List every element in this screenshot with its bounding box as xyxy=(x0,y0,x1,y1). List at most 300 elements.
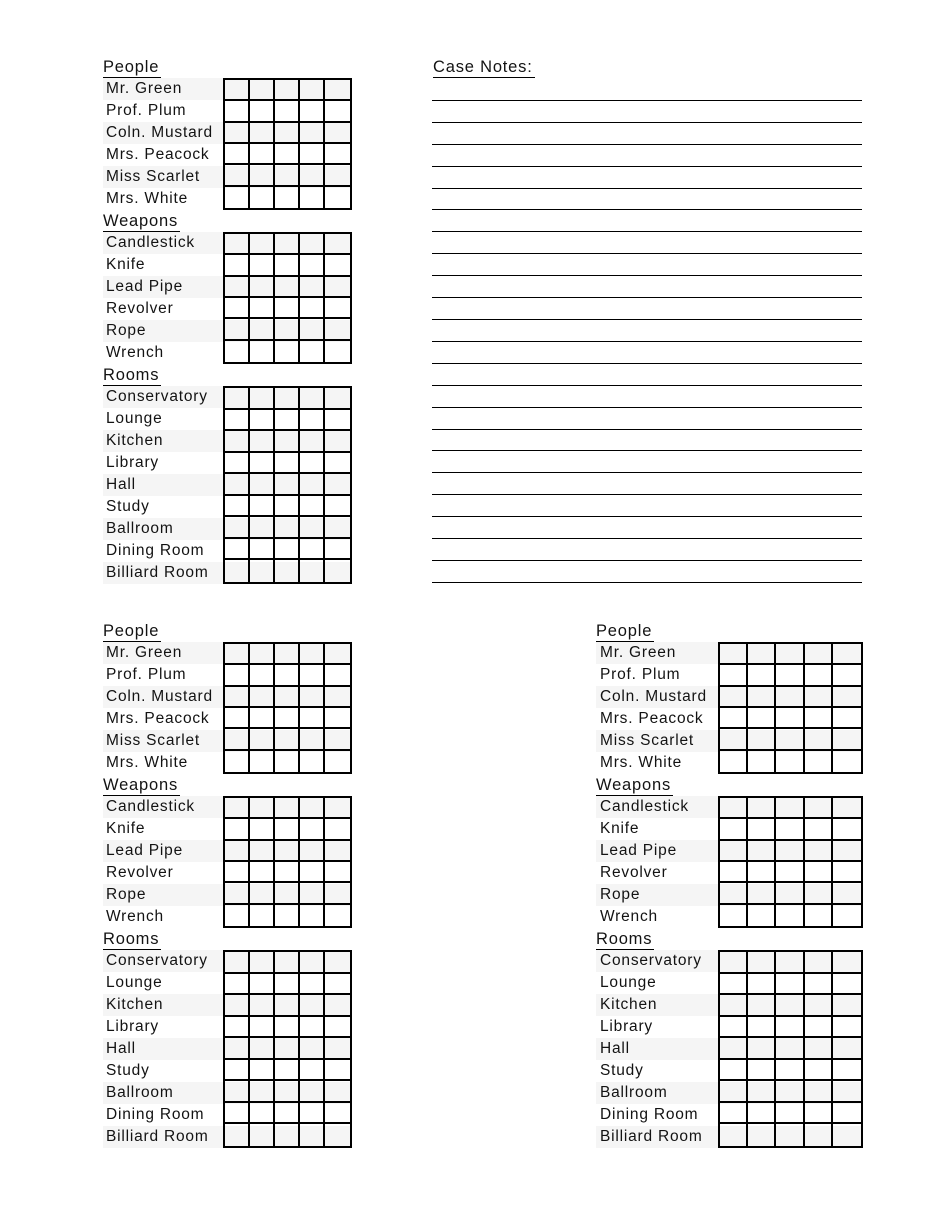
check-cell[interactable] xyxy=(250,453,275,475)
check-cell[interactable] xyxy=(225,474,250,496)
check-cell[interactable] xyxy=(833,665,861,686)
check-cell[interactable] xyxy=(325,165,350,186)
check-cell[interactable] xyxy=(720,1038,748,1060)
check-cell[interactable] xyxy=(300,496,325,518)
check-cell[interactable] xyxy=(275,1038,300,1060)
check-cell[interactable] xyxy=(275,80,300,101)
check-cell[interactable] xyxy=(250,319,275,340)
check-cell[interactable] xyxy=(300,883,325,904)
check-cell[interactable] xyxy=(225,144,250,165)
check-cell[interactable] xyxy=(776,974,804,996)
check-cell[interactable] xyxy=(805,905,833,926)
check-cell[interactable] xyxy=(225,410,250,432)
check-cell[interactable] xyxy=(275,123,300,144)
check-cell[interactable] xyxy=(275,905,300,926)
check-cell[interactable] xyxy=(748,1060,776,1082)
check-cell[interactable] xyxy=(250,165,275,186)
check-cell[interactable] xyxy=(300,708,325,729)
check-cell[interactable] xyxy=(300,1081,325,1103)
check-cell[interactable] xyxy=(325,144,350,165)
check-cell[interactable] xyxy=(225,905,250,926)
check-cell[interactable] xyxy=(250,708,275,729)
check-cell[interactable] xyxy=(720,995,748,1017)
check-cell[interactable] xyxy=(275,277,300,298)
check-cell[interactable] xyxy=(720,1081,748,1103)
check-cell[interactable] xyxy=(225,1124,250,1146)
check-cell[interactable] xyxy=(720,862,748,883)
check-cell[interactable] xyxy=(250,665,275,686)
check-cell[interactable] xyxy=(300,1017,325,1039)
check-cell[interactable] xyxy=(325,1038,350,1060)
check-cell[interactable] xyxy=(325,410,350,432)
check-cell[interactable] xyxy=(275,1103,300,1125)
check-cell[interactable] xyxy=(275,453,300,475)
check-cell[interactable] xyxy=(225,496,250,518)
check-cell[interactable] xyxy=(300,123,325,144)
check-cell[interactable] xyxy=(275,751,300,772)
check-cell[interactable] xyxy=(776,798,804,819)
check-cell[interactable] xyxy=(275,687,300,708)
check-cell[interactable] xyxy=(225,819,250,840)
check-cell[interactable] xyxy=(225,453,250,475)
check-cell[interactable] xyxy=(300,165,325,186)
check-cell[interactable] xyxy=(805,751,833,772)
check-cell[interactable] xyxy=(325,883,350,904)
check-cell[interactable] xyxy=(225,798,250,819)
check-cell[interactable] xyxy=(225,341,250,362)
check-cell[interactable] xyxy=(805,644,833,665)
check-cell[interactable] xyxy=(225,1081,250,1103)
check-cell[interactable] xyxy=(325,819,350,840)
check-cell[interactable] xyxy=(275,474,300,496)
check-cell[interactable] xyxy=(275,101,300,122)
check-cell[interactable] xyxy=(225,1038,250,1060)
check-cell[interactable] xyxy=(805,708,833,729)
check-cell[interactable] xyxy=(250,539,275,561)
check-cell[interactable] xyxy=(300,995,325,1017)
check-cell[interactable] xyxy=(225,539,250,561)
check-cell[interactable] xyxy=(776,1081,804,1103)
check-cell[interactable] xyxy=(275,708,300,729)
check-cell[interactable] xyxy=(325,474,350,496)
check-cell[interactable] xyxy=(748,687,776,708)
check-cell[interactable] xyxy=(225,883,250,904)
check-cell[interactable] xyxy=(225,123,250,144)
check-cell[interactable] xyxy=(805,1038,833,1060)
check-cell[interactable] xyxy=(275,255,300,276)
check-cell[interactable] xyxy=(748,995,776,1017)
check-cell[interactable] xyxy=(225,995,250,1017)
check-cell[interactable] xyxy=(300,1124,325,1146)
check-cell[interactable] xyxy=(250,1060,275,1082)
check-cell[interactable] xyxy=(805,687,833,708)
check-cell[interactable] xyxy=(833,905,861,926)
check-cell[interactable] xyxy=(250,517,275,539)
check-cell[interactable] xyxy=(275,798,300,819)
check-cell[interactable] xyxy=(325,841,350,862)
check-cell[interactable] xyxy=(225,665,250,686)
check-cell[interactable] xyxy=(300,665,325,686)
check-cell[interactable] xyxy=(833,1081,861,1103)
check-cell[interactable] xyxy=(720,883,748,904)
check-cell[interactable] xyxy=(300,1038,325,1060)
check-cell[interactable] xyxy=(300,453,325,475)
check-cell[interactable] xyxy=(325,123,350,144)
check-cell[interactable] xyxy=(833,819,861,840)
check-cell[interactable] xyxy=(300,144,325,165)
check-cell[interactable] xyxy=(833,952,861,974)
check-cell[interactable] xyxy=(225,974,250,996)
check-cell[interactable] xyxy=(250,234,275,255)
check-cell[interactable] xyxy=(300,341,325,362)
check-cell[interactable] xyxy=(776,952,804,974)
check-cell[interactable] xyxy=(300,319,325,340)
check-cell[interactable] xyxy=(250,255,275,276)
check-cell[interactable] xyxy=(325,539,350,561)
check-cell[interactable] xyxy=(805,952,833,974)
check-cell[interactable] xyxy=(225,751,250,772)
check-cell[interactable] xyxy=(776,841,804,862)
check-cell[interactable] xyxy=(776,1017,804,1039)
check-cell[interactable] xyxy=(833,1103,861,1125)
check-cell[interactable] xyxy=(250,144,275,165)
check-cell[interactable] xyxy=(748,1017,776,1039)
check-cell[interactable] xyxy=(805,1124,833,1146)
check-cell[interactable] xyxy=(748,819,776,840)
check-cell[interactable] xyxy=(325,1017,350,1039)
check-cell[interactable] xyxy=(225,388,250,410)
check-cell[interactable] xyxy=(325,453,350,475)
check-cell[interactable] xyxy=(748,751,776,772)
check-cell[interactable] xyxy=(250,410,275,432)
check-cell[interactable] xyxy=(250,883,275,904)
check-cell[interactable] xyxy=(805,1017,833,1039)
check-cell[interactable] xyxy=(275,539,300,561)
check-cell[interactable] xyxy=(275,517,300,539)
check-cell[interactable] xyxy=(805,1081,833,1103)
check-cell[interactable] xyxy=(275,819,300,840)
check-cell[interactable] xyxy=(776,905,804,926)
check-cell[interactable] xyxy=(325,560,350,582)
check-cell[interactable] xyxy=(250,187,275,208)
check-cell[interactable] xyxy=(275,234,300,255)
check-cell[interactable] xyxy=(325,1124,350,1146)
check-cell[interactable] xyxy=(300,862,325,883)
check-cell[interactable] xyxy=(300,101,325,122)
check-cell[interactable] xyxy=(275,1081,300,1103)
check-cell[interactable] xyxy=(225,729,250,750)
check-cell[interactable] xyxy=(300,474,325,496)
check-cell[interactable] xyxy=(250,341,275,362)
check-cell[interactable] xyxy=(250,1017,275,1039)
check-cell[interactable] xyxy=(275,862,300,883)
check-cell[interactable] xyxy=(300,952,325,974)
check-cell[interactable] xyxy=(300,255,325,276)
check-cell[interactable] xyxy=(833,687,861,708)
check-cell[interactable] xyxy=(250,388,275,410)
check-cell[interactable] xyxy=(275,1017,300,1039)
check-cell[interactable] xyxy=(275,187,300,208)
check-cell[interactable] xyxy=(805,862,833,883)
check-cell[interactable] xyxy=(748,862,776,883)
check-cell[interactable] xyxy=(720,751,748,772)
check-cell[interactable] xyxy=(250,560,275,582)
check-cell[interactable] xyxy=(275,388,300,410)
check-cell[interactable] xyxy=(833,729,861,750)
check-cell[interactable] xyxy=(300,644,325,665)
check-cell[interactable] xyxy=(325,101,350,122)
check-cell[interactable] xyxy=(225,1017,250,1039)
check-cell[interactable] xyxy=(225,644,250,665)
check-cell[interactable] xyxy=(805,1103,833,1125)
check-cell[interactable] xyxy=(720,1103,748,1125)
check-cell[interactable] xyxy=(275,560,300,582)
check-cell[interactable] xyxy=(250,819,275,840)
check-cell[interactable] xyxy=(225,952,250,974)
check-cell[interactable] xyxy=(300,751,325,772)
check-cell[interactable] xyxy=(250,862,275,883)
check-cell[interactable] xyxy=(325,798,350,819)
check-cell[interactable] xyxy=(275,995,300,1017)
check-cell[interactable] xyxy=(275,952,300,974)
check-cell[interactable] xyxy=(225,560,250,582)
check-cell[interactable] xyxy=(225,1060,250,1082)
check-cell[interactable] xyxy=(275,165,300,186)
check-cell[interactable] xyxy=(805,995,833,1017)
check-cell[interactable] xyxy=(833,751,861,772)
check-cell[interactable] xyxy=(225,841,250,862)
check-cell[interactable] xyxy=(720,819,748,840)
check-cell[interactable] xyxy=(300,539,325,561)
check-cell[interactable] xyxy=(748,798,776,819)
check-cell[interactable] xyxy=(300,431,325,453)
check-cell[interactable] xyxy=(325,277,350,298)
check-cell[interactable] xyxy=(225,517,250,539)
check-cell[interactable] xyxy=(833,995,861,1017)
check-cell[interactable] xyxy=(833,798,861,819)
check-cell[interactable] xyxy=(776,751,804,772)
check-cell[interactable] xyxy=(325,751,350,772)
check-cell[interactable] xyxy=(776,1124,804,1146)
check-cell[interactable] xyxy=(300,819,325,840)
check-cell[interactable] xyxy=(720,974,748,996)
check-cell[interactable] xyxy=(325,1081,350,1103)
check-cell[interactable] xyxy=(325,496,350,518)
check-cell[interactable] xyxy=(748,1081,776,1103)
check-cell[interactable] xyxy=(776,1060,804,1082)
check-cell[interactable] xyxy=(720,708,748,729)
check-cell[interactable] xyxy=(325,298,350,319)
check-cell[interactable] xyxy=(325,319,350,340)
check-cell[interactable] xyxy=(833,1038,861,1060)
check-cell[interactable] xyxy=(776,883,804,904)
check-cell[interactable] xyxy=(805,729,833,750)
check-cell[interactable] xyxy=(250,123,275,144)
check-cell[interactable] xyxy=(720,687,748,708)
check-cell[interactable] xyxy=(275,319,300,340)
check-cell[interactable] xyxy=(776,665,804,686)
check-cell[interactable] xyxy=(275,841,300,862)
check-cell[interactable] xyxy=(748,841,776,862)
check-cell[interactable] xyxy=(250,798,275,819)
check-cell[interactable] xyxy=(225,165,250,186)
check-cell[interactable] xyxy=(776,862,804,883)
check-cell[interactable] xyxy=(275,729,300,750)
check-cell[interactable] xyxy=(776,1038,804,1060)
check-cell[interactable] xyxy=(250,101,275,122)
check-cell[interactable] xyxy=(833,1017,861,1039)
check-cell[interactable] xyxy=(300,298,325,319)
check-cell[interactable] xyxy=(720,841,748,862)
check-cell[interactable] xyxy=(250,1124,275,1146)
check-cell[interactable] xyxy=(748,952,776,974)
check-cell[interactable] xyxy=(325,187,350,208)
check-cell[interactable] xyxy=(225,187,250,208)
check-cell[interactable] xyxy=(748,883,776,904)
check-cell[interactable] xyxy=(748,974,776,996)
check-cell[interactable] xyxy=(833,974,861,996)
check-cell[interactable] xyxy=(325,255,350,276)
check-cell[interactable] xyxy=(833,862,861,883)
check-cell[interactable] xyxy=(720,665,748,686)
check-cell[interactable] xyxy=(805,798,833,819)
check-cell[interactable] xyxy=(250,1081,275,1103)
check-cell[interactable] xyxy=(225,319,250,340)
check-cell[interactable] xyxy=(250,751,275,772)
check-cell[interactable] xyxy=(325,687,350,708)
check-cell[interactable] xyxy=(300,729,325,750)
check-cell[interactable] xyxy=(300,1103,325,1125)
check-cell[interactable] xyxy=(250,952,275,974)
check-cell[interactable] xyxy=(325,974,350,996)
check-cell[interactable] xyxy=(325,388,350,410)
check-cell[interactable] xyxy=(225,234,250,255)
check-cell[interactable] xyxy=(275,974,300,996)
check-cell[interactable] xyxy=(275,410,300,432)
check-cell[interactable] xyxy=(833,644,861,665)
check-cell[interactable] xyxy=(225,298,250,319)
check-cell[interactable] xyxy=(250,687,275,708)
check-cell[interactable] xyxy=(720,644,748,665)
check-cell[interactable] xyxy=(776,687,804,708)
check-cell[interactable] xyxy=(275,883,300,904)
check-cell[interactable] xyxy=(325,1060,350,1082)
check-cell[interactable] xyxy=(225,862,250,883)
check-cell[interactable] xyxy=(300,410,325,432)
check-cell[interactable] xyxy=(300,798,325,819)
check-cell[interactable] xyxy=(748,905,776,926)
check-cell[interactable] xyxy=(225,1103,250,1125)
check-cell[interactable] xyxy=(250,841,275,862)
check-cell[interactable] xyxy=(300,80,325,101)
check-cell[interactable] xyxy=(250,729,275,750)
check-cell[interactable] xyxy=(300,277,325,298)
check-cell[interactable] xyxy=(720,798,748,819)
check-cell[interactable] xyxy=(805,665,833,686)
check-cell[interactable] xyxy=(300,687,325,708)
check-cell[interactable] xyxy=(300,234,325,255)
check-cell[interactable] xyxy=(748,1103,776,1125)
check-cell[interactable] xyxy=(250,974,275,996)
check-cell[interactable] xyxy=(250,1103,275,1125)
check-cell[interactable] xyxy=(250,474,275,496)
check-cell[interactable] xyxy=(300,974,325,996)
check-cell[interactable] xyxy=(250,1038,275,1060)
check-cell[interactable] xyxy=(250,995,275,1017)
check-cell[interactable] xyxy=(748,729,776,750)
check-cell[interactable] xyxy=(325,234,350,255)
check-cell[interactable] xyxy=(275,144,300,165)
check-cell[interactable] xyxy=(776,995,804,1017)
check-cell[interactable] xyxy=(225,708,250,729)
check-cell[interactable] xyxy=(250,277,275,298)
check-cell[interactable] xyxy=(275,1124,300,1146)
check-cell[interactable] xyxy=(748,644,776,665)
check-cell[interactable] xyxy=(225,101,250,122)
check-cell[interactable] xyxy=(748,665,776,686)
check-cell[interactable] xyxy=(300,517,325,539)
check-cell[interactable] xyxy=(805,883,833,904)
check-cell[interactable] xyxy=(225,277,250,298)
check-cell[interactable] xyxy=(275,644,300,665)
check-cell[interactable] xyxy=(300,905,325,926)
check-cell[interactable] xyxy=(325,905,350,926)
check-cell[interactable] xyxy=(325,517,350,539)
check-cell[interactable] xyxy=(300,388,325,410)
check-cell[interactable] xyxy=(720,1124,748,1146)
check-cell[interactable] xyxy=(275,665,300,686)
check-cell[interactable] xyxy=(300,841,325,862)
check-cell[interactable] xyxy=(325,80,350,101)
check-cell[interactable] xyxy=(250,905,275,926)
check-cell[interactable] xyxy=(325,708,350,729)
check-cell[interactable] xyxy=(275,298,300,319)
check-cell[interactable] xyxy=(275,1060,300,1082)
check-cell[interactable] xyxy=(300,1060,325,1082)
check-cell[interactable] xyxy=(833,708,861,729)
check-cell[interactable] xyxy=(748,1038,776,1060)
check-cell[interactable] xyxy=(325,995,350,1017)
check-cell[interactable] xyxy=(275,341,300,362)
check-cell[interactable] xyxy=(250,496,275,518)
check-cell[interactable] xyxy=(325,644,350,665)
check-cell[interactable] xyxy=(805,819,833,840)
check-cell[interactable] xyxy=(225,687,250,708)
check-cell[interactable] xyxy=(720,1017,748,1039)
check-cell[interactable] xyxy=(805,841,833,862)
check-cell[interactable] xyxy=(250,80,275,101)
check-cell[interactable] xyxy=(325,729,350,750)
check-cell[interactable] xyxy=(225,255,250,276)
check-cell[interactable] xyxy=(225,80,250,101)
check-cell[interactable] xyxy=(325,665,350,686)
check-cell[interactable] xyxy=(325,431,350,453)
check-cell[interactable] xyxy=(250,431,275,453)
check-cell[interactable] xyxy=(325,341,350,362)
check-cell[interactable] xyxy=(776,729,804,750)
check-cell[interactable] xyxy=(250,298,275,319)
check-cell[interactable] xyxy=(805,974,833,996)
check-cell[interactable] xyxy=(805,1060,833,1082)
check-cell[interactable] xyxy=(250,644,275,665)
check-cell[interactable] xyxy=(300,560,325,582)
check-cell[interactable] xyxy=(776,644,804,665)
check-cell[interactable] xyxy=(748,708,776,729)
check-cell[interactable] xyxy=(720,729,748,750)
check-cell[interactable] xyxy=(748,1124,776,1146)
check-cell[interactable] xyxy=(720,905,748,926)
check-cell[interactable] xyxy=(325,1103,350,1125)
